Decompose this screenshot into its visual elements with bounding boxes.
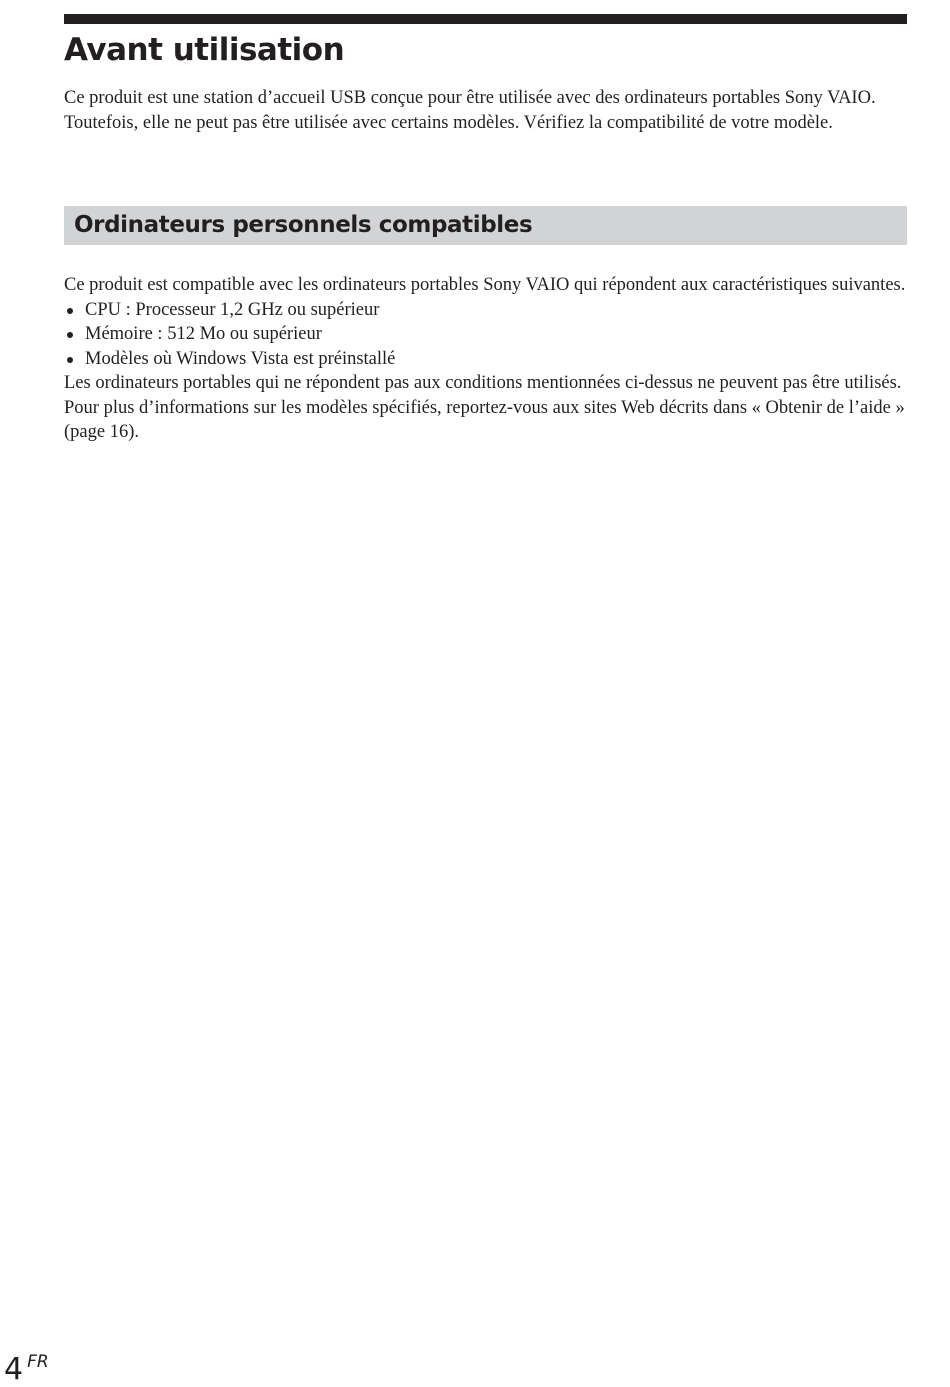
compatibility-lead: Ce produit est compatible avec les ordinateurs portables Sony VAIO qui répondent aux caractéristiques suivantes.	[64, 275, 906, 295]
top-rule	[64, 14, 907, 24]
page-footer	[4, 1352, 49, 1386]
language-code: FR	[27, 1352, 49, 1372]
reference-note: Pour plus d’informations sur les modèles spécifiés, reportez-vous aux sites Web décrits dans « Obtenir de l’aide » (page 16).	[64, 397, 905, 442]
requirement-text: Modèles où Windows Vista est préinstallé	[85, 348, 396, 369]
bullet-icon	[67, 308, 73, 314]
intro-paragraph: Ce produit est une station d’accueil USB conçue pour être utilisée avec des ordinateurs portables Sony VAIO. Toutefois, elle ne peut pas être utilisée avec certains modèles. Vérifiez la compatibilité de votre modèle.	[64, 88, 876, 133]
requirement-os	[64, 347, 907, 372]
requirements-list	[64, 298, 907, 372]
section-title: Ordinateurs personnels compatibles	[74, 212, 533, 238]
requirement-text: CPU : Processeur 1,2 GHz ou supérieur	[85, 299, 380, 320]
incompatibility-note: Les ordinateurs portables qui ne répondent pas aux conditions mentionnées ci-dessus ne peuvent pas être utilisés.	[64, 373, 902, 393]
requirement-text: Mémoire : 512 Mo ou supérieur	[85, 324, 322, 344]
bullet-icon	[67, 332, 73, 338]
page-number: 4	[4, 1352, 24, 1387]
section-heading-band	[64, 206, 907, 245]
requirement-cpu	[64, 298, 907, 323]
requirement-memory	[64, 322, 907, 347]
section-body	[64, 273, 907, 445]
bullet-icon	[67, 357, 73, 363]
page-title: Avant utilisation	[64, 32, 345, 68]
